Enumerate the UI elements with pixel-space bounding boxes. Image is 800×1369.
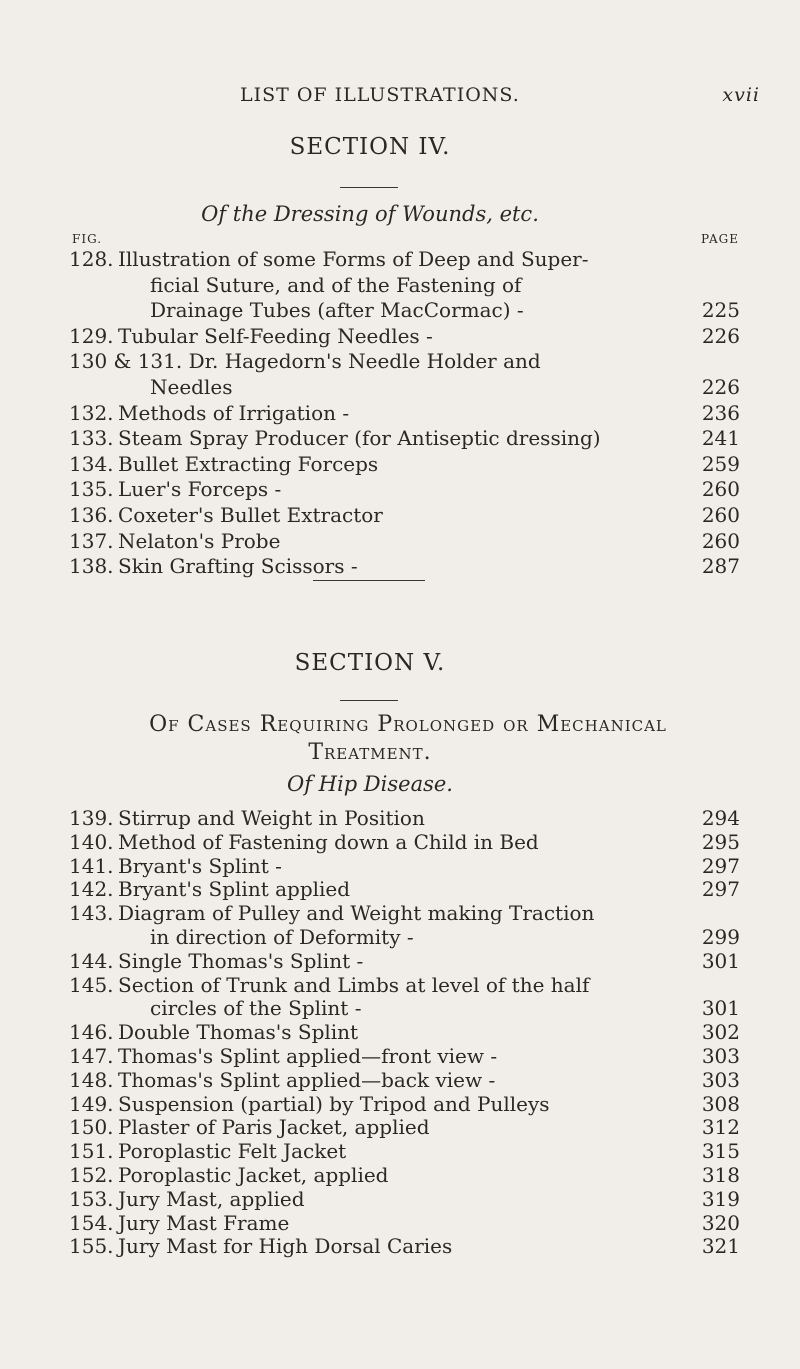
figure-caption: Luer's Forceps - xyxy=(118,477,282,502)
entry-line xyxy=(0,247,800,275)
figure-caption: Jury Mast Frame xyxy=(118,1210,290,1235)
figure-number: 138. xyxy=(69,554,114,579)
page-number: 318 xyxy=(701,1163,740,1187)
entry-line xyxy=(0,503,800,531)
figure-caption: Section of Trunk and Limbs at level of the half xyxy=(118,972,590,997)
figure-caption: Tubular Self-Feeding Needles - xyxy=(118,323,433,348)
page-number: 295 xyxy=(701,829,740,854)
page-number: 297 xyxy=(701,853,740,878)
page-number: 226 xyxy=(701,375,740,399)
page-number: 260 xyxy=(701,503,740,527)
entry-line xyxy=(0,375,800,403)
page-number: 260 xyxy=(701,528,740,553)
figure-caption: 130 & 131. Dr. Hagedorn's Needle Holder and xyxy=(69,349,541,374)
entry-line xyxy=(0,273,800,301)
figure-number: 137. xyxy=(69,528,114,553)
figure-caption: Double Thomas's Splint xyxy=(118,1020,359,1045)
figure-caption: Diagram of Pulley and Weight making Traction xyxy=(118,901,595,926)
figure-caption: Bryant's Splint applied xyxy=(118,877,351,902)
figure-number: 134. xyxy=(69,451,114,476)
figure-number: 146. xyxy=(69,1020,114,1045)
page-number: 294 xyxy=(701,806,740,830)
entry-line xyxy=(0,298,800,326)
page-number: 315 xyxy=(701,1139,740,1164)
entry-line xyxy=(0,554,800,582)
figure-caption: Nelaton's Probe xyxy=(118,528,281,553)
figure-caption: Drainage Tubes (after MacCormac) - xyxy=(150,298,524,323)
figure-caption: Jury Mast, applied xyxy=(118,1186,305,1211)
page-number: 320 xyxy=(701,1210,740,1235)
figure-number: 142. xyxy=(69,877,114,902)
section-4-end-rule xyxy=(313,580,425,581)
figure-number: 141. xyxy=(69,853,114,878)
page-number: 225 xyxy=(701,298,740,323)
figure-caption: circles of the Splint - xyxy=(150,996,362,1021)
page-number: 319 xyxy=(701,1186,740,1211)
page-number: 297 xyxy=(701,877,740,902)
figure-number: 132. xyxy=(69,400,114,425)
figure-number: 140. xyxy=(69,829,114,854)
figure-caption: Single Thomas's Splint - xyxy=(118,948,364,973)
page-number: 302 xyxy=(701,1020,740,1045)
section-4-title: SECTION IV. xyxy=(289,134,451,160)
page-number: 303 xyxy=(701,1044,740,1068)
entry-line xyxy=(0,477,800,505)
page-number: 321 xyxy=(701,1234,740,1259)
figure-number: 153. xyxy=(69,1186,114,1211)
figure-caption: Bryant's Splint - xyxy=(118,853,282,878)
figure-caption: Jury Mast for High Dorsal Caries xyxy=(118,1234,453,1259)
figure-number: 145. xyxy=(69,972,114,997)
entry-line xyxy=(0,324,800,352)
figure-caption: Plaster of Paris Jacket, applied xyxy=(118,1115,430,1140)
figure-number: 139. xyxy=(69,806,114,830)
page-number: 299 xyxy=(701,925,740,949)
figure-caption: Poroplastic Jacket, applied xyxy=(118,1163,389,1187)
page-number: 301 xyxy=(701,996,740,1021)
page-number: 260 xyxy=(701,477,740,502)
figure-caption: Method of Fastening down a Child in Bed xyxy=(118,829,539,854)
figure-number: 150. xyxy=(69,1115,114,1140)
page-number: 287 xyxy=(701,554,740,579)
figure-number: 143. xyxy=(69,901,114,926)
figure-number: 128. xyxy=(69,247,114,271)
entry-line xyxy=(0,529,800,557)
entry-line xyxy=(0,349,800,377)
figure-caption: Illustration of some Forms of Deep and Super- xyxy=(118,247,589,271)
section-5-heading-line-2: Treatment. xyxy=(308,740,432,765)
page-number: 259 xyxy=(701,451,740,476)
page-number: 226 xyxy=(701,323,740,348)
running-head-title: LIST OF ILLUSTRATIONS. xyxy=(240,84,520,106)
figure-caption: Stirrup and Weight in Position xyxy=(118,806,425,830)
figure-caption: ficial Suture, and of the Fastening of xyxy=(150,272,522,297)
page-number: 303 xyxy=(701,1067,740,1092)
entry-line xyxy=(0,1234,800,1262)
entry-line xyxy=(0,426,800,454)
figure-caption: Thomas's Splint applied—front view - xyxy=(118,1044,498,1068)
page-number: 241 xyxy=(701,426,740,451)
page-number: 312 xyxy=(701,1115,740,1140)
figure-caption: Coxeter's Bullet Extractor xyxy=(118,503,383,527)
figure-caption: Steam Spray Producer (for Antiseptic dressing) xyxy=(118,426,601,451)
figure-number: 135. xyxy=(69,477,114,502)
page-number: 308 xyxy=(701,1091,740,1116)
page-number: 301 xyxy=(701,948,740,973)
figure-caption: in direction of Deformity - xyxy=(150,925,414,949)
figure-number: 155. xyxy=(69,1234,114,1259)
figure-caption: Thomas's Splint applied—back view - xyxy=(118,1067,496,1092)
figure-number: 154. xyxy=(69,1210,114,1235)
figure-caption: Methods of Irrigation - xyxy=(118,400,350,425)
section-5-title-rule xyxy=(340,700,398,701)
page-number: 236 xyxy=(701,400,740,425)
figure-number: 133. xyxy=(69,426,114,451)
figure-number: 151. xyxy=(69,1139,114,1164)
page-column-label: PAGE xyxy=(701,232,739,246)
section-5-subtitle: Of Hip Disease. xyxy=(287,772,453,796)
section-4-title-rule xyxy=(340,187,398,188)
figure-number: 129. xyxy=(69,323,114,348)
entry-line xyxy=(0,401,800,429)
figure-number: 152. xyxy=(69,1163,114,1187)
figure-caption: Bullet Extracting Forceps xyxy=(118,451,379,476)
figure-caption: Suspension (partial) by Tripod and Pulleys xyxy=(118,1091,550,1116)
figure-caption: Needles xyxy=(150,375,233,399)
figure-number: 148. xyxy=(69,1067,114,1092)
section-4-subtitle: Of the Dressing of Wounds, etc. xyxy=(201,202,539,226)
figure-number: 136. xyxy=(69,503,114,527)
figure-number: 144. xyxy=(69,948,114,973)
figure-number: 149. xyxy=(69,1091,114,1116)
section-5-heading-line-1: Of Cases Requiring Prolonged or Mechanical xyxy=(149,712,667,737)
fig-column-label: FIG. xyxy=(72,232,103,246)
figure-caption: Poroplastic Felt Jacket xyxy=(118,1139,347,1164)
figure-caption: Skin Grafting Scissors - xyxy=(118,554,358,579)
running-head-page-number: xvii xyxy=(722,84,760,106)
figure-number: 147. xyxy=(69,1044,114,1068)
entry-line xyxy=(0,452,800,480)
section-5-title: SECTION V. xyxy=(294,650,446,676)
